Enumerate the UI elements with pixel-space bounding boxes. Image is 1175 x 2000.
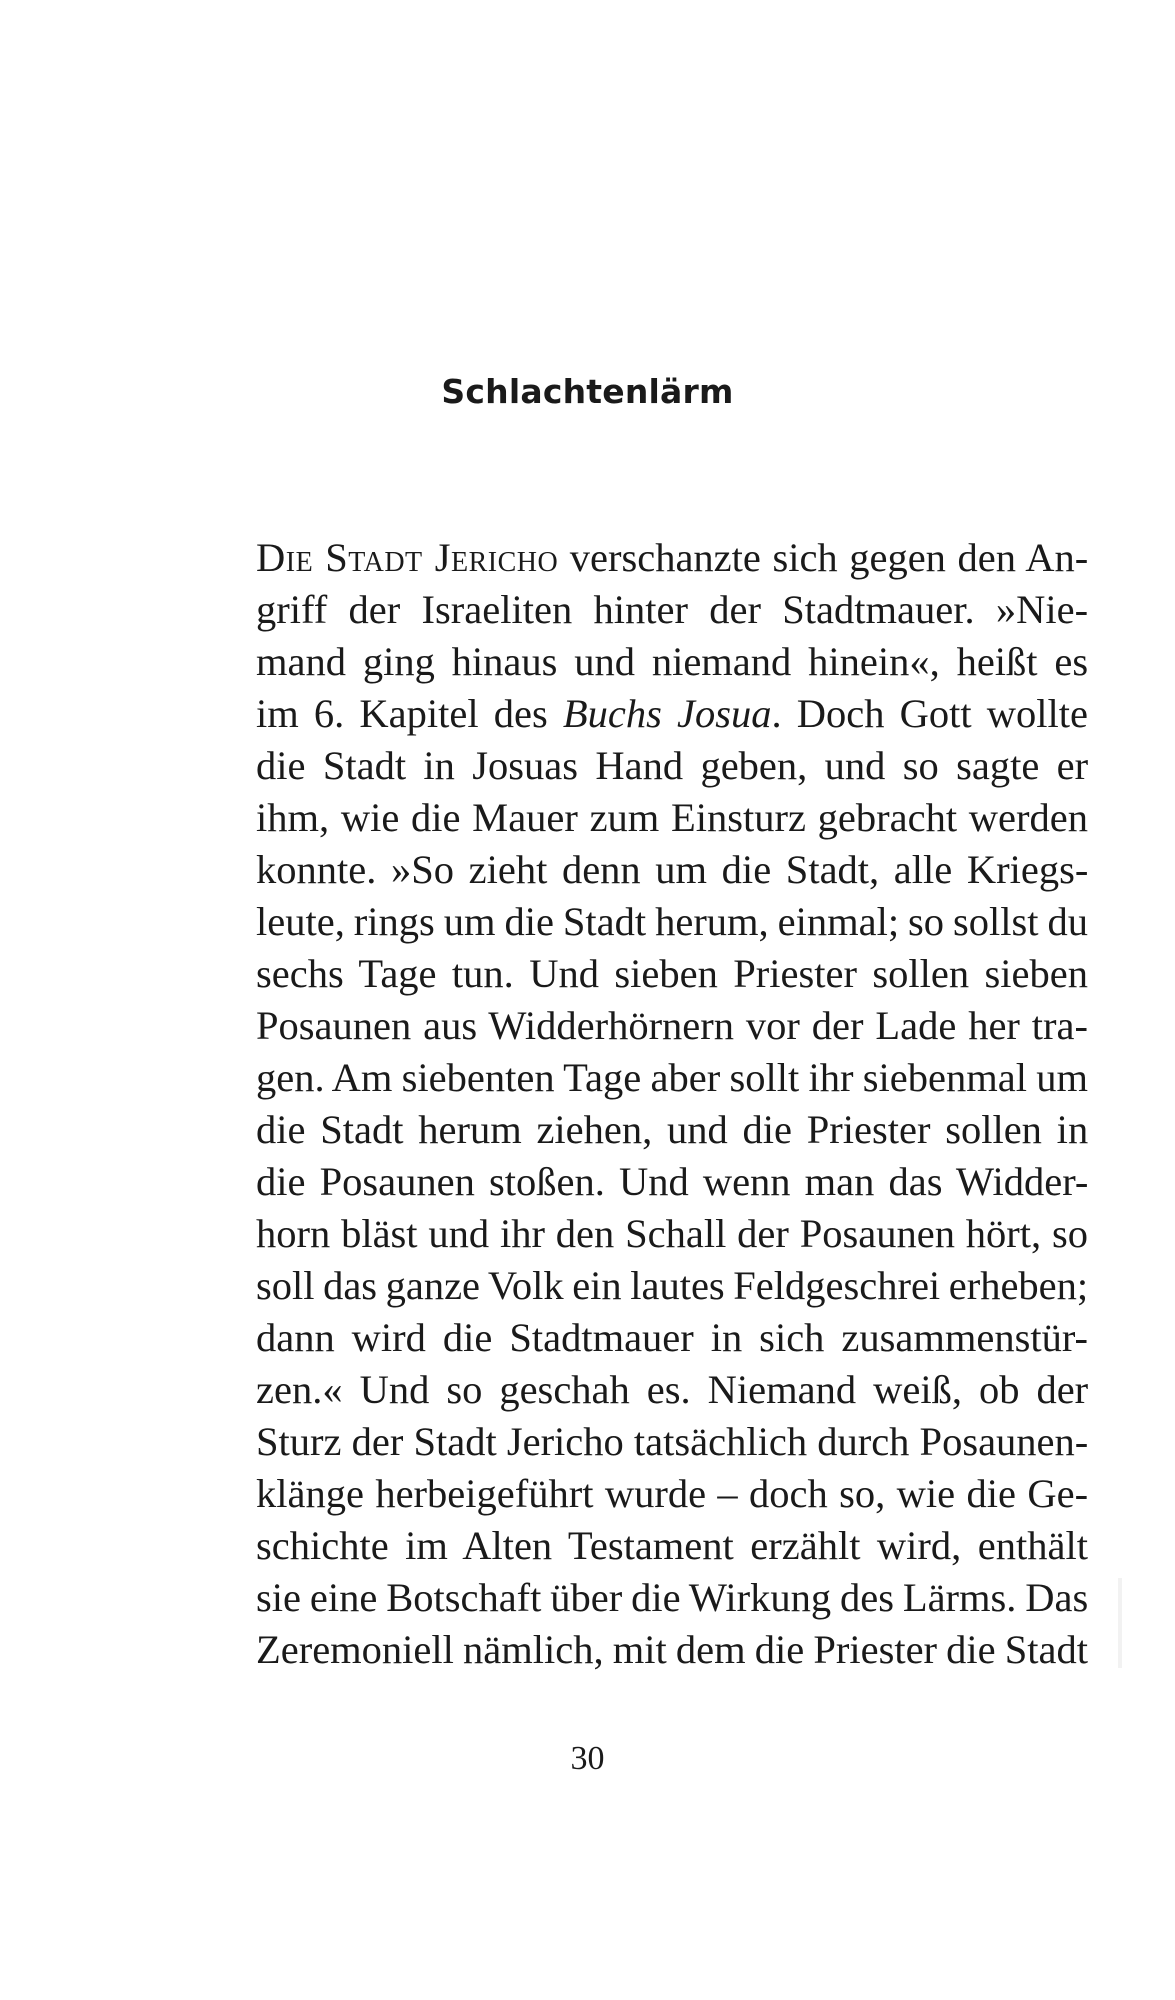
body-text: [256, 532, 1088, 1676]
text-line: sechs Tage tun. Und sieben Priester sollen sieben: [256, 951, 1088, 996]
text-line: ihm, wie die Mauer zum Einsturz gebracht werden: [256, 795, 1088, 840]
text-line: Posaunen aus Widderhörnern vor der Lade her tra-: [256, 1003, 1088, 1048]
book-title-italic: Buchs Josua: [562, 691, 772, 736]
text-line: mand ging hinaus und niemand hinein«, heißt es: [256, 639, 1089, 684]
text-line: die Stadt in Josuas Hand geben, und so sagte er: [256, 743, 1089, 788]
text-line: [256, 688, 1088, 740]
text-line: Zeremoniell nämlich, mit dem die Priester die Stadt: [256, 1627, 1089, 1672]
text-line: dann wird die Stadtmauer in sich zusammenstür-: [256, 1315, 1088, 1360]
line-text: im 6. Kapitel des: [256, 691, 563, 736]
text-line: die Posaunen stoßen. Und wenn man das Widder-: [256, 1159, 1089, 1204]
smallcaps-lead: Die Stadt Jericho: [256, 535, 559, 580]
text-line: horn bläst und ihr den Schall der Posaunen hört, so: [256, 1211, 1088, 1256]
text-line: Sturz der Stadt Jericho tatsächlich durch Posaunen-: [256, 1419, 1089, 1464]
text-line: [256, 532, 1088, 584]
line-text: verschanzte sich gegen den An-: [558, 535, 1089, 580]
page-number: 30: [570, 1740, 605, 1777]
text-line: konnte. »So zieht denn um die Stadt, alle Kriegs-: [256, 847, 1089, 892]
text-line: klänge herbeigeführt wurde – doch so, wie die Ge-: [256, 1471, 1089, 1516]
text-line: gen. Am siebenten Tage aber sollt ihr siebenmal um: [256, 1055, 1088, 1100]
text-line: zen.« Und so geschah es. Niemand weiß, ob der: [256, 1367, 1089, 1412]
text-line: soll das ganze Volk ein lautes Feldgeschrei erheben;: [256, 1263, 1089, 1308]
text-line: griff der Israeliten hinter der Stadtmauer. »Nie-: [256, 587, 1089, 632]
line-text: . Doch Gott wollte: [771, 691, 1088, 736]
text-line: sie eine Botschaft über die Wirkung des Lärms. Das: [256, 1575, 1089, 1620]
text-line: leute, rings um die Stadt herum, einmal; so sollst du: [256, 899, 1088, 944]
text-line: die Stadt herum ziehen, und die Priester sollen in: [256, 1107, 1089, 1152]
chapter-title: Schlachtenlärm: [441, 372, 734, 411]
text-line: schichte im Alten Testament erzählt wird, enthält: [256, 1523, 1088, 1568]
scan-edge-mark: [1118, 1578, 1122, 1668]
